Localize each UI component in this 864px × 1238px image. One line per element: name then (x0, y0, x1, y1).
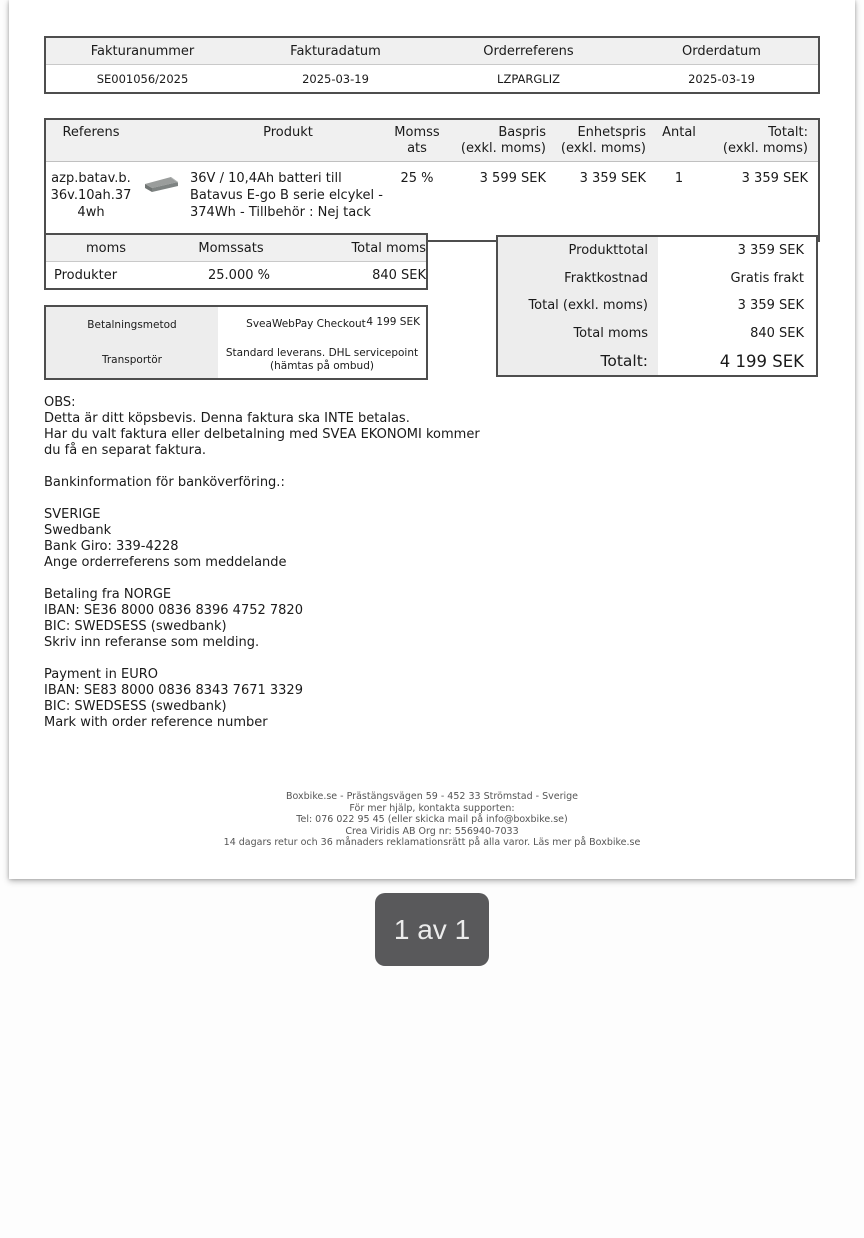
produkttotal-value: 3 359 SEK (737, 243, 804, 259)
totalt-value: 4 199 SEK (719, 351, 804, 371)
body-line: SVERIGE (44, 507, 101, 522)
total-moms-label: Total moms (573, 326, 648, 342)
body-line: BIC: SWEDSESS (swedbank) (44, 619, 227, 634)
vat-summary-table (44, 233, 428, 290)
fraktkostnad-label: Fraktkostnad (564, 270, 648, 286)
body-line: Bank Giro: 339-4228 (44, 539, 179, 554)
battery-thumbnail-icon (142, 174, 180, 196)
meta-label-orderreferens: Orderreferens (483, 44, 574, 59)
meta-value-orderdatum: 2025-03-19 (688, 72, 755, 86)
meta-label-fakturadatum: Fakturadatum (290, 44, 381, 59)
fraktkostnad-value: Gratis frakt (730, 270, 804, 286)
item-row (46, 162, 818, 240)
invoice-meta-value-row (46, 65, 818, 92)
items-header-enhetspris: Enhetspris (exkl. moms) (560, 125, 646, 156)
item-antal: 1 (674, 171, 684, 186)
totals-values-column (658, 237, 816, 375)
body-line: Ange orderreferens som meddelande (44, 555, 287, 570)
footer-contact-line: Tel: 076 022 95 45 (eller skicka mail på info@boxbike.se) (296, 814, 568, 825)
body-line: BIC: SWEDSESS (swedbank) (44, 699, 227, 714)
body-line: Swedbank (44, 523, 112, 538)
body-line (44, 491, 604, 507)
body-line: Detta är ditt köpsbevis. Denna faktura ska INTE betalas. (44, 411, 410, 426)
payment-shipping-box (44, 305, 428, 380)
item-enhetspris: 3 359 SEK (579, 171, 646, 186)
body-line: IBAN: SE36 8000 0836 8396 4752 7820 (44, 603, 303, 618)
vat-header-row (46, 235, 426, 262)
totals-labels-column (498, 237, 658, 375)
footer-support-line: För mer hjälp, kontakta supporten: (349, 802, 515, 814)
item-thumbnail (136, 170, 186, 234)
item-description: 36V / 10,4Ah batteri till Batavus E-go B serie elcykel - 374Wh - Tillbehör : Nej tack (190, 171, 383, 220)
invoice-footer (9, 791, 855, 849)
totalt-label: Totalt: (600, 352, 648, 371)
footer-returns-line: 14 dagars retur och 36 månaders reklamationsrätt på alla varor. Läs mer på Boxbike.se (223, 837, 641, 848)
vat-header-moms: moms (85, 241, 127, 256)
items-header-totalt: Totalt: (exkl. moms) (722, 125, 808, 156)
payment-method-label: Betalningsmetod (87, 318, 177, 331)
total-exkl-moms-value: 3 359 SEK (737, 298, 804, 314)
body-line: OBS: (44, 395, 76, 410)
vat-row-amount: 840 SEK (372, 268, 426, 283)
body-line (44, 651, 604, 667)
vat-row-label: Produkter (54, 268, 118, 283)
items-header-momssats: Momss ats (394, 125, 440, 156)
item-baspris: 3 599 SEK (479, 171, 546, 186)
invoice-meta-header-row (46, 38, 818, 65)
items-header-baspris: Baspris (exkl. moms) (460, 125, 546, 156)
items-header-row (46, 120, 818, 162)
item-referens: azp.batav.b. 36v.10ah.37 4wh (50, 171, 132, 220)
footer-address-line: Boxbike.se - Prästängsvägen 59 - 452 33 Strömstad - Sverige (285, 791, 578, 802)
items-header-antal: Antal (662, 125, 696, 140)
meta-label-fakturanummer: Fakturanummer (90, 44, 195, 59)
body-line (44, 571, 604, 587)
body-line: Bankinformation för banköverföring.: (44, 475, 285, 490)
body-line: IBAN: SE83 8000 0836 8343 7671 3329 (44, 683, 303, 698)
body-line: Har du valt faktura eller delbetalning med SVEA EKONOMI kommer (44, 427, 480, 442)
body-line: Mark with order reference number (44, 715, 268, 730)
meta-value-orderreferens: LZPARGLIZ (497, 72, 560, 86)
meta-value-fakturadatum: 2025-03-19 (302, 72, 369, 86)
item-totalt: 3 359 SEK (741, 171, 808, 186)
items-header-image-spacer (136, 120, 186, 161)
items-header-referens: Referens (62, 125, 120, 140)
invoice-page (9, 0, 855, 879)
meta-label-orderdatum: Orderdatum (682, 44, 761, 59)
items-header-produkt: Produkt (263, 125, 313, 140)
body-line: Betaling fra NORGE (44, 587, 172, 602)
carrier-label: Transportör (101, 354, 162, 367)
meta-value-fakturanummer: SE001056/2025 (96, 72, 189, 86)
payment-values-column (218, 307, 426, 378)
vat-header-momssats: Momssats (198, 241, 264, 256)
total-exkl-moms-label: Total (exkl. moms) (528, 298, 648, 314)
invoice-items-table (44, 118, 820, 242)
body-line: Payment in EURO (44, 667, 159, 682)
totals-box (496, 235, 818, 377)
carrier-value: Standard leverans. DHL servicepoint (hämtas på ombud) (225, 347, 419, 373)
body-line: Skriv inn referanse som melding. (44, 635, 260, 650)
body-line: du få en separat faktura. (44, 443, 207, 458)
total-moms-value: 840 SEK (750, 326, 804, 342)
payment-amount: 4 199 SEK (366, 316, 420, 328)
footer-org-line: Crea Viridis AB Org nr: 556940-7033 (345, 825, 519, 837)
payment-labels-column (46, 307, 218, 378)
body-line (44, 459, 604, 475)
payment-method-value: SveaWebPay Checkout (246, 318, 366, 331)
invoice-meta-table (44, 36, 820, 94)
vat-row-rate: 25.000 % (208, 268, 270, 283)
vat-data-row (46, 262, 426, 288)
vat-header-total-moms: Total moms (351, 241, 426, 256)
item-momssats: 25 % (400, 171, 434, 186)
payment-method-row (218, 307, 426, 343)
page-indicator-badge: 1 av 1 (375, 893, 489, 966)
produkttotal-label: Produkttotal (568, 243, 648, 259)
invoice-body-text (44, 395, 604, 731)
